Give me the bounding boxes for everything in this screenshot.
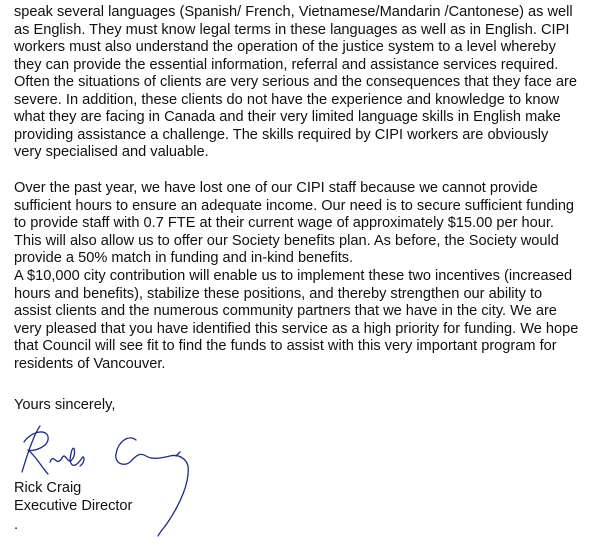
- paragraph-staff-skills: [14, 4, 599, 162]
- text-line: This will also allow us to offer our Society benefits plan. As before, the Society would: [14, 232, 559, 249]
- text-line: that Council will see fit to find the funds to assist with this very important program for: [14, 338, 557, 354]
- paragraph-funding-need: [14, 180, 599, 268]
- text-line: A $10,000 city contribution will enable us to implement these two incentives (increased: [14, 268, 573, 284]
- text-line: provide a 50% match in funding and in-kind benefits.: [14, 250, 354, 266]
- trailing-mark: .: [14, 517, 19, 533]
- text-line: to provide staff with 0.7 FTE at their current wage of approximately $15.00 per hour.: [14, 215, 554, 231]
- text-line: sufficient hours to ensure an adequate income. Our need is to secure sufficient funding: [14, 197, 575, 214]
- text-line: residents of Vancouver.: [14, 355, 166, 372]
- paragraph-city-contribution: [14, 268, 599, 373]
- closing-salutation: Yours sincerely,: [14, 397, 116, 413]
- text-line: assist clients and the numerous community partners that we have in the city. We are: [14, 303, 557, 319]
- text-line: workers must also understand the operation of the justice system to a level whereby: [14, 39, 556, 55]
- signer-name: Rick Craig: [14, 480, 82, 496]
- text-line: Often the situations of clients are very serious and the consequences that they face are: [14, 74, 577, 90]
- handwritten-signature: [10, 412, 210, 542]
- text-line: as English. They must know legal terms in these languages as well as in English. CIPI: [14, 21, 570, 38]
- text-line: providing assistance a challenge. The skills required by CIPI workers are obviously: [14, 126, 549, 143]
- text-line: what they are facing in Canada and their very limited language skills in English make: [14, 109, 561, 125]
- text-line: very specialised and valuable.: [14, 144, 209, 160]
- text-line: they can provide the essential information, referral and assistance services required.: [14, 56, 559, 73]
- text-line: hours and benefits), stabilize these positions, and thereby strengthen our ability to: [14, 285, 543, 302]
- signer-title: Executive Director: [14, 498, 133, 514]
- text-line: speak several languages (Spanish/ French, Vietnamese/Mandarin /Cantonese) as well: [14, 4, 573, 20]
- text-line: severe. In addition, these clients do not have the experience and knowledge to know: [14, 91, 560, 108]
- text-line: very pleased that you have identified this service as a high priority for funding. We hope: [14, 320, 579, 337]
- text-line: Over the past year, we have lost one of our CIPI staff because we cannot provide: [14, 180, 538, 196]
